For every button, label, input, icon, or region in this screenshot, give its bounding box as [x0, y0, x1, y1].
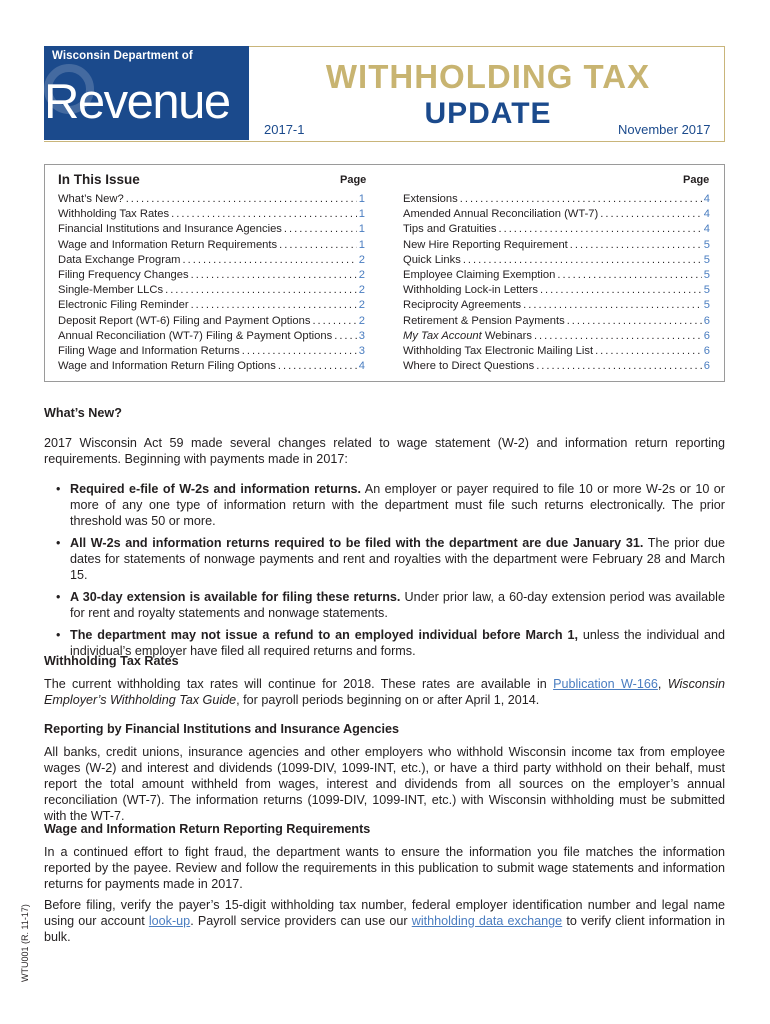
list-item: • The department may not issue a refund to an employed individual before March 1, unless the individual and individual’s employer have filed all required returns and forms.: [56, 628, 725, 658]
wage-info-paragraph-2: Before filing, verify the payer’s 15-digit withholding tax number, federal employer identification number and legal name using our account look-up. Payroll service providers can use our withholding data exchange to verify client information in bulk.: [44, 898, 726, 944]
toc-item[interactable]: Where to Direct Questions ..... 6: [403, 359, 710, 374]
toc-item[interactable]: Employee Claiming Exemption ..... 5: [403, 268, 710, 283]
list-item: • A 30-day extension is available for filing these returns. Under prior law, a 60-day extension period was available for rent and royalty statements and nonwage statements.: [56, 590, 725, 620]
financial-heading: Reporting by Financial Institutions and Insurance Agencies: [44, 722, 400, 736]
agency-line: Wisconsin Department of: [52, 50, 193, 62]
toc-item[interactable]: My Tax Account Webinars ..... 6: [403, 329, 710, 344]
toc-page-label-left: Page: [340, 174, 367, 186]
agency-name: Revenue: [44, 75, 230, 129]
newsletter-title: WITHHOLDING TAX: [325, 58, 651, 95]
rates-heading: Withholding Tax Rates: [44, 654, 179, 668]
issue-number: 2017-1: [264, 122, 305, 137]
toc-item[interactable]: Retirement & Pension Payments ..... 6: [403, 314, 710, 329]
data-exchange-link[interactable]: withholding data exchange: [411, 914, 563, 928]
form-code: WTU001 (R. 11-17): [20, 904, 30, 982]
account-lookup-link[interactable]: look-up: [148, 914, 191, 928]
whats-new-bullets: [56, 481, 725, 665]
toc-item[interactable]: Electronic Filing Reminder ..... 2: [58, 298, 365, 313]
toc-heading: In This Issue: [58, 172, 140, 187]
toc-item[interactable]: Extensions ..... 4: [403, 192, 710, 207]
toc-item[interactable]: Single-Member LLCs ..... 2: [58, 283, 365, 298]
toc-item[interactable]: Annual Reconciliation (WT-7) Filing & Payment Options ..... 3: [58, 329, 365, 344]
newsletter-subtitle: UPDATE: [424, 97, 552, 130]
toc-item[interactable]: Amended Annual Reconciliation (WT-7) ..... 4: [403, 207, 710, 222]
whats-new-intro: 2017 Wisconsin Act 59 made several changes related to wage statement (W-2) and information return reporting requirements. Beginning with payments made in 2017:: [44, 436, 725, 466]
toc-item[interactable]: Tips and Gratuities ..... 4: [403, 222, 710, 237]
toc-item[interactable]: Data Exchange Program ..... 2: [58, 253, 365, 268]
wage-info-paragraph-1: In a continued effort to fight fraud, the department wants to ensure the information you file matches the information reported by the payee. Review and follow the requirements in this publication to submit wage statements and information returns for payments made in 2017.: [44, 845, 725, 891]
masthead-rule: [44, 141, 725, 142]
wage-info-heading: Wage and Information Return Reporting Requirements: [44, 822, 371, 836]
toc-item[interactable]: Wage and Information Return Requirements ..... 1: [58, 238, 365, 253]
publication-link[interactable]: Publication W-166: [553, 677, 658, 691]
toc-item[interactable]: New Hire Reporting Requirement ..... 5: [403, 238, 710, 253]
list-item: • All W-2s and information returns required to be filed with the department are due January 31. The prior due dates for statements of nonwage payments and rent and royalties with the department were February 28 and March 15.: [56, 536, 725, 582]
toc-page-label-right: Page: [683, 174, 710, 186]
whats-new-heading: What’s New?: [44, 406, 122, 420]
toc-item[interactable]: Withholding Tax Rates ..... 1: [58, 207, 365, 222]
toc-item[interactable]: Filing Frequency Changes ..... 2: [58, 268, 365, 283]
issue-date: November 2017: [618, 122, 711, 137]
toc-item[interactable]: Quick Links ..... 5: [403, 253, 710, 268]
toc-item[interactable]: Withholding Lock-in Letters ..... 5: [403, 283, 710, 298]
toc-left-column: [58, 192, 365, 374]
toc-item[interactable]: Wage and Information Return Filing Options ..... 4: [58, 359, 365, 374]
toc-item[interactable]: Filing Wage and Information Returns ..... 3: [58, 344, 365, 359]
financial-paragraph: All banks, credit unions, insurance agencies and other employers who withhold Wisconsin income tax from employee wages (W-2) and interest and dividends (1099-DIV, 1099-INT, etc.), or have a third party withhold on their behalf, must report the total amount withheld from wages, interest and dividends from all sources on the employer’s annual reconciliation (WT-7). The information returns (1099-DIV, 1099-INT, etc.) with Wisconsin withholding must be submitted with the WT-7.: [44, 745, 725, 823]
rates-paragraph: The current withholding tax rates will continue for 2018. These rates are available in Publication W-166, Wisconsin Employer’s Withholding Tax Guide, for payroll periods beginning on or after April 1, 2014.: [44, 677, 725, 707]
toc-item[interactable]: Withholding Tax Electronic Mailing List ..... 6: [403, 344, 710, 359]
toc-item[interactable]: Deposit Report (WT-6) Filing and Payment Options ..... 2: [58, 314, 365, 329]
toc-item[interactable]: Reciprocity Agreements ..... 5: [403, 298, 710, 313]
toc-item[interactable]: Financial Institutions and Insurance Agencies ..... 1: [58, 222, 365, 237]
toc-right-column: [403, 192, 710, 374]
list-item: • Required e-file of W-2s and information returns. An employer or payer required to file 10 or more W-2s or 10 or more of any one type of information return with the department must file such returns electronically. The prior threshold was 50 or more.: [56, 482, 725, 528]
toc-item[interactable]: What’s New? ..... 1: [58, 192, 365, 207]
